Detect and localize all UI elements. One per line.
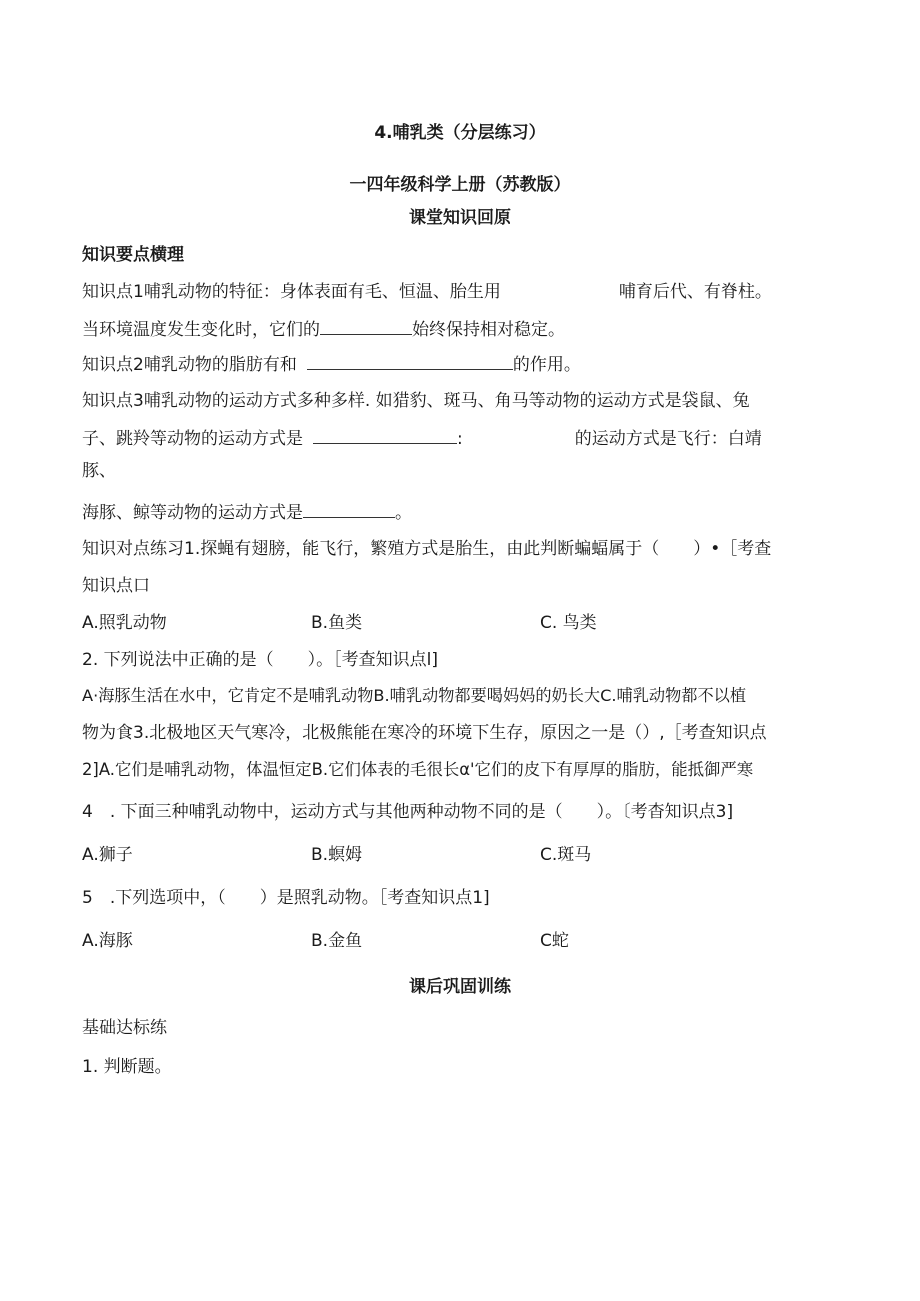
q1-option-a[interactable]: A.照乳动物 [82, 613, 167, 633]
kp1-text-a: 知识点1哺乳动物的特征：身体表面有毛、恒温、胎生用 [82, 282, 501, 302]
jumping-blank[interactable] [313, 425, 457, 444]
kp2-text-b: 的作用。 [512, 355, 581, 375]
knowledge-point-3-line1: 知识点3哺乳动物的运动方式多种多样. 如猎豹、斑马、角马等动物的运动方式是袋鼠、兔 [82, 391, 750, 411]
question-1-line2: 知识点口 [82, 576, 150, 596]
page-subtitle: 一四年级科学上册（苏教版） [349, 175, 571, 195]
fat-function-blank[interactable] [307, 351, 513, 370]
swimming-blank[interactable] [303, 499, 395, 518]
kp2-text-a: 知识点2哺乳动物的脂肪有和 [82, 355, 297, 375]
kp3-line4-text-a: 海豚、鲸等动物的运动方式是 [82, 503, 303, 523]
knowledge-point-3-line3: 豚、 [82, 461, 116, 481]
kp1-text-b: 哺育后代、有脊柱。 [618, 282, 772, 302]
knowledge-point-1 [82, 280, 772, 304]
knowledge-point-1-line2 [82, 316, 565, 342]
question-4-line: 4 . 下面三种哺乳动物中，运动方式与其他两种动物不同的是（ ）。〔考杳知识点3] [82, 802, 734, 822]
q4-option-c[interactable]: C.斑马 [540, 845, 592, 865]
section-heading-after-class: 课后巩固训练 [409, 977, 511, 997]
true-false-question-heading: 1. 判断题。 [82, 1057, 172, 1077]
kp3-line2-text-b: : [457, 429, 463, 449]
kp1-line2-text-b: 始终保持相对稳定。 [412, 320, 565, 340]
kp1-line2-text-a: 当环境温度发生变化时，它们的 [82, 320, 320, 340]
question-1-line1: 知识对点练习1.探蝇有翅膀，能飞行，繁殖方式是胎生，由此判断蝙蝠属于（ ）•［考查 [82, 539, 772, 559]
question-2-line3: 物为食3.北极地区天气寒冷，北极熊能在寒冷的环境下生存，原因之一是（）,［考查知识点 [82, 723, 767, 743]
question-2-line4: 2]A.它们是哺乳动物，体温恒定B.它们体表的毛很长α'它们的皮下有厚厚的脂肪，能抵御严寒 [82, 760, 754, 779]
kp3-line4-text-b: 。 [395, 503, 412, 523]
knowledge-point-2 [82, 351, 581, 377]
body-temperature-blank[interactable] [320, 316, 412, 335]
page-title: 4.哺乳类（分层练习） [374, 123, 546, 143]
knowledge-point-3-line4 [82, 499, 412, 525]
q1-option-b[interactable]: B.鱼类 [311, 613, 363, 633]
q4-option-a[interactable]: A.狮子 [82, 845, 133, 865]
knowledge-point-3-line2 [82, 425, 762, 451]
q1-option-c[interactable]: C. 鸟类 [540, 613, 597, 633]
question-2-line2: A·海豚生活在水中，它肯定不是哺乳动物B.哺乳动物都要喝妈妈的奶长大C.哺乳动物都不以植 [82, 686, 747, 705]
question-2-line1: 2. 下列说法中正确的是（ ）。［考查知识点l] [82, 650, 438, 670]
q5-option-c[interactable]: C蛇 [540, 931, 569, 951]
kp3-line2-text-c: 的运动方式是飞行：白靖 [574, 429, 762, 449]
heading-knowledge-points: 知识要点横理 [82, 245, 184, 265]
q4-option-b[interactable]: B.螟姆 [311, 845, 363, 865]
q5-option-a[interactable]: A.海豚 [82, 931, 133, 951]
q5-option-b[interactable]: B.金鱼 [311, 931, 363, 951]
kp3-line2-text-a: 子、跳羚等动物的运动方式是 [82, 429, 303, 449]
basic-practice-heading: 基础达标练 [82, 1018, 167, 1038]
section-heading-class-review: 课堂知识回原 [409, 208, 511, 228]
question-5-line: 5 .下列选项中，（ ）是照乳动物。［考查知识点1] [82, 888, 490, 908]
